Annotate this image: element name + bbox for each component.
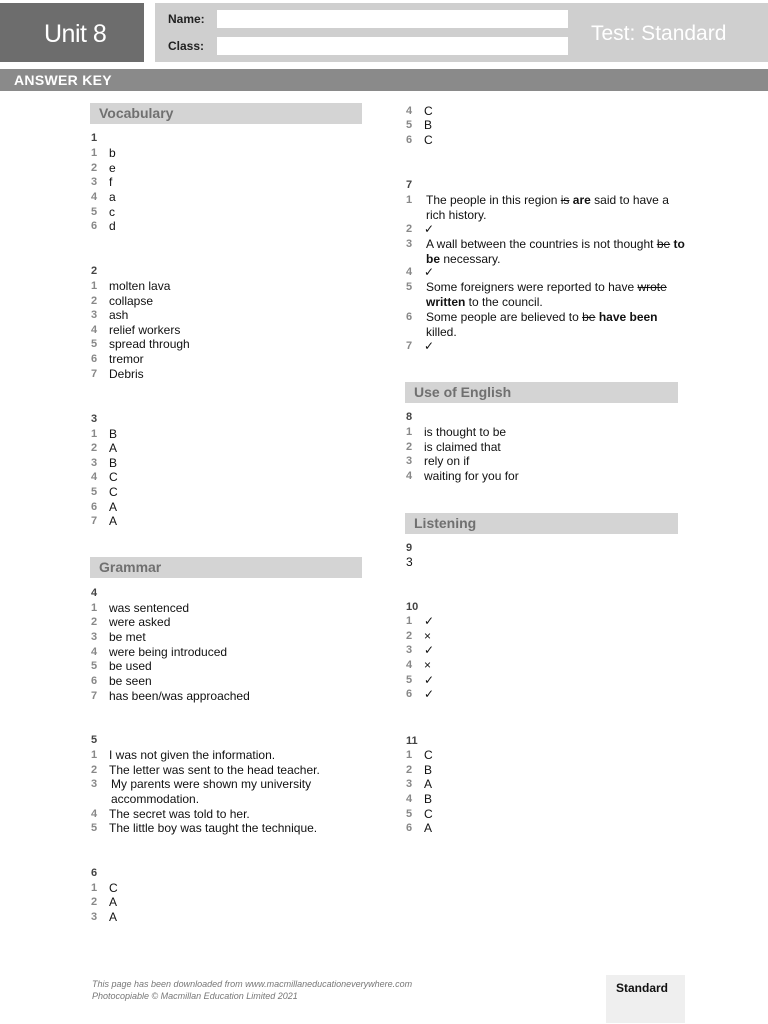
- list-item: 5 Some foreigners were reported to have wrote written to the council.: [406, 280, 667, 309]
- unit-title: Unit 8: [44, 20, 107, 48]
- section-listening-title: Listening: [414, 515, 477, 531]
- section-use-of-english: [405, 382, 678, 403]
- exercise-number: 6: [91, 867, 98, 879]
- section-grammar-title: Grammar: [99, 559, 162, 575]
- footer-source: This page has been downloaded from www.macmillaneducationeverywhere.com: [92, 979, 413, 989]
- exercise-number: 1: [91, 132, 98, 144]
- list-item: 3 A wall between the countries is not thought be to be necessary.: [406, 237, 685, 266]
- test-title: Test: Standard: [591, 22, 727, 45]
- footer-badge: Standard: [616, 981, 669, 995]
- list-item: 6 Some people are believed to be have been killed.: [406, 310, 658, 339]
- section-vocabulary-title: Vocabulary: [99, 105, 174, 121]
- exercise-number: 7: [406, 179, 413, 191]
- exercise-number: 4: [91, 587, 98, 599]
- answer-key-label: ANSWER KEY: [14, 72, 112, 88]
- section-vocabulary: [90, 103, 362, 124]
- list-item: 1 The people in this region is are said to have a rich history.: [406, 193, 669, 222]
- answer-value: 3: [406, 555, 413, 569]
- exercise-number: 11: [406, 735, 418, 747]
- section-grammar: [90, 557, 362, 578]
- exercise-number: 10: [406, 601, 419, 613]
- footer-copyright: Photocopiable © Macmillan Education Limited 2021: [92, 991, 298, 1001]
- section-use-of-english-title: Use of English: [414, 384, 512, 400]
- name-label: Name:: [168, 12, 205, 26]
- exercise-number: 5: [91, 734, 98, 746]
- exercise-number: 8: [406, 411, 413, 423]
- section-listening: [405, 513, 678, 534]
- list-item: 3 My parents were shown my university accommodation.: [91, 777, 312, 806]
- exercise-number: 9: [406, 542, 413, 554]
- exercise-number: 3: [91, 413, 98, 425]
- name-field[interactable]: [217, 10, 568, 28]
- exercise-number: 2: [91, 265, 98, 277]
- answer-key-bar: [0, 69, 768, 91]
- class-label: Class:: [168, 39, 205, 53]
- class-field[interactable]: [217, 37, 568, 55]
